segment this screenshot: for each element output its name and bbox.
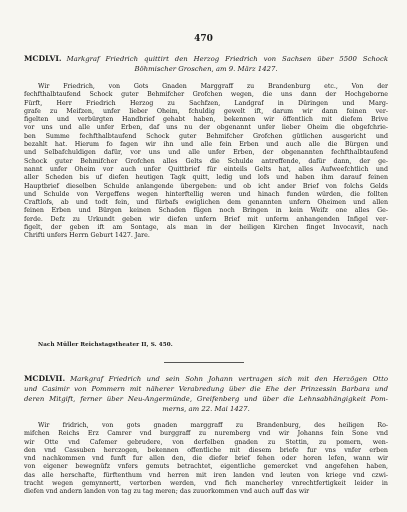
text-line: feinen Erben und Bürgen keinen Schaden fügen noch Bringen in kein Weifz one alles Ge- bbox=[24, 207, 388, 215]
text-line: bezahlt hat. Hierum fo fagen wir ihn und alle fein Erben und auch alle die Bürgen und bbox=[24, 141, 388, 149]
heading-line-1: MCDLVII. Markgraf Friedrich und sein Sohn Johann vertragen sich mit den Herzögen Otto bbox=[24, 374, 388, 383]
text-line: figelten und verbürgten Handbrief gehabt haben, bekennen wir öffentlich mit diefem Brive bbox=[24, 116, 388, 124]
text-line: das alle herschafte, fürftenthum vnd herren mit iren landen vnd leuten von kriege vnd czwi- bbox=[24, 471, 388, 479]
source-reference: Nach Müller Reichstagstheater II, S. 450. bbox=[38, 342, 173, 348]
text-line: tracht wegen gemynnertt, vertorben werden, vnd fich mancherley vnrechtfertigkeit leider in bbox=[24, 480, 388, 488]
document-body-mcdlvi bbox=[24, 83, 388, 241]
text-line: vor uns und alle unfer Erben, daf uns nu der obgenannt unfer lieber Oheim die obgefchrie- bbox=[24, 124, 388, 132]
text-line: Fürft, Herr Friedrich Herzog zu Sachfzen, Landgraf in Düringen und Marg- bbox=[24, 99, 388, 107]
heading-line-2: Böhmischer Groschen, am 9. März 1427. bbox=[134, 65, 278, 73]
text-line: Wir fridrich, von gots gnaden marggraff zu Brandenburg, des heiligen Ro- bbox=[38, 422, 388, 429]
text-line: aller Scheden bis uf diefen heutigen Tagk quitt, ledig und lofs und haben ihm darauf feinen bbox=[24, 174, 388, 182]
page-number: 470 bbox=[194, 34, 213, 44]
text-line: den vnd Cassuben herczogen, bekennen offentliche mit diesem briefe fur vns vnfer erben bbox=[24, 446, 388, 454]
text-line: fechfthalbtaufend Schock guter Behmifcher Grofchen wegen, die uns dann der Hochgeborne bbox=[24, 91, 388, 99]
document-heading-mcdlvi bbox=[24, 54, 388, 74]
text-line: grafe zu Meifzen, unfer lieber Oheim, fchuldig gewelt ift, darum wir dann feinen ver- bbox=[24, 107, 388, 115]
text-line: Craftlofs, ab und todt fein, und fürbafs ewiglichen dem genannten unfern Oheimen und allen bbox=[24, 199, 388, 207]
text-line: ferde. Defz zu Urkundt geben wir diefen unfern Brief mit unferm anhangenden Infigel ver- bbox=[24, 215, 388, 223]
text-line: mifchen Reichs Erz Camrer vnd burggraff zu nuremberg vnd wir Johanns fein Sone vnd bbox=[24, 430, 388, 438]
text-line: Hauptbrief dieselben Schulde anlangende übergeben: und ob icht ander Brief von folchs Gelds bbox=[24, 182, 388, 190]
heading-line-2: und Casimir von Pommern mit näherer Verabredung über die Ehe der Prinzessin Barbara und bbox=[24, 385, 388, 393]
document-body-mcdlvii bbox=[24, 422, 388, 497]
text-line: nannt unfer Oheim vor auch unfer Quittbrief für einteils Gelts hat, alles Aufweefchtlich und bbox=[24, 165, 388, 173]
text-line: Chrifti unfers Herrn Geburt 1427. Jare. bbox=[24, 232, 150, 240]
text-line: von eigener bewegnüfz vnfers gemuts betrachtet, eigentliche gemercket vnd angefehen haben, bbox=[24, 463, 388, 471]
text-line: ben Summe fechfthalbtaufend Schock guter Behmifcher Grofchen gütlichen ausgericht und bbox=[24, 132, 388, 140]
heading-line-3: deren Mitgift, ferner über Neu-Angermünde, Greifenberg und über die Lehnsabhängigkeit Pom- bbox=[24, 395, 388, 403]
text-line: Wir Friedrich, von Gots Gnaden Marggraff zu Brandenburg etc., Von der bbox=[38, 83, 388, 90]
text-line: figelt, der geben ift am Sontage, als man in der heiligen Kirchen finget Invocavit, nach bbox=[24, 224, 388, 232]
document-number: MCDLVI. bbox=[24, 54, 62, 63]
text-line: und Schulde von Vergeffens wegen hinterftellig weren und hinach funden würden, die follten bbox=[24, 190, 388, 198]
text-line: wir Otte vnd Cafemer gebrudere, von derfelben gnaden zu Stettin, zu pomern, wen- bbox=[24, 438, 388, 446]
document-heading-mcdlvii bbox=[24, 374, 388, 414]
text-line: und Selbafchuldigen dafür, vor uns und alle unfer Erben, der obgenannten fechfthalbtaufend bbox=[24, 149, 388, 157]
text-line: Schock guter Behmifcher Grofchen alles Gelts die Schulde antreffende, dafür dann, der ge- bbox=[24, 157, 388, 165]
section-divider bbox=[164, 362, 244, 363]
text-line: vnd nachkommen vnd funft fur allen den, die diefer brief fehen oder horen lefen, wann wir bbox=[24, 455, 388, 463]
document-number: MCDLVII. bbox=[24, 374, 66, 383]
text-line: diefen vnd andern landen von tag zu tag meren; das zuuorkommen vnd auch auff das wir bbox=[24, 488, 310, 496]
heading-line-4: merns, am 22. Mai 1427. bbox=[162, 405, 250, 413]
heading-line-1: MCDLVI. Markgraf Friedrich quittirt den Herzog Friedrich von Sachsen über 5500 Schock bbox=[24, 54, 388, 63]
